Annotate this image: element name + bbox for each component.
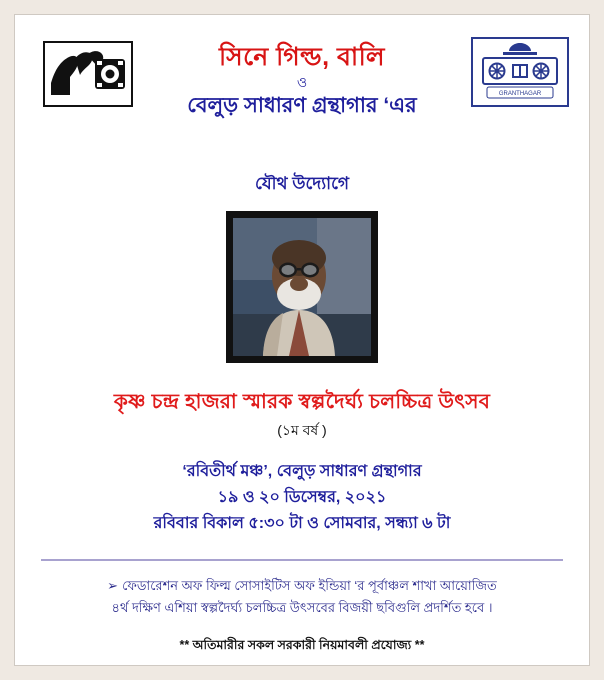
venue-times: রবিবার বিকাল ৫:৩০ টা ও সোমবার, সন্ধ্যা ৬ টা: [153, 515, 451, 532]
festival-edition: (১ম বর্ষ ): [277, 422, 327, 438]
organizers-block: [145, 41, 459, 121]
note-line-1-wrapper: [43, 575, 561, 597]
organizer-primary: সিনে গিল্ড, বালি: [219, 43, 385, 71]
venue-dates: ১৯ ও ২০ ডিসেম্বর, ২০২১: [217, 489, 387, 506]
note-line-2: ৪র্থ দক্ষিণ এশিয়া স্বল্পদৈর্ঘ্য চলচ্চিত্র উৎসবের বিজয়ী ছবিগুলি প্রদর্শিত হবে ।: [111, 600, 493, 615]
hand-film-logo-icon: [43, 41, 133, 107]
festival-title: কৃষ্ণ চন্দ্র হাজরা স্মারক স্বল্পদৈর্ঘ্য চলচ্চিত্র উৎসব: [113, 391, 491, 413]
poster-card: [14, 14, 590, 666]
notes-block: [43, 575, 561, 619]
venue-place: ‘রবিতীর্থ মঞ্চ’, বেলুড় সাধারণ গ্রন্থাগার: [182, 463, 422, 480]
svg-text:GRANTHAGAR: GRANTHAGAR: [498, 91, 542, 97]
arrow-bullet-icon: ➢: [107, 578, 119, 593]
venue-block: [15, 459, 589, 537]
memorial-portrait: [226, 211, 378, 363]
covid-notice: ** অতিমারীর সকল সরকারী নিয়মাবলী প্রযোজ্য **: [179, 638, 425, 652]
organizer-secondary: বেলুড় সাধারণ গ্রন্থাগার ‘এর: [187, 94, 417, 117]
section-divider: [41, 559, 563, 561]
conjunction-text: ও: [296, 74, 308, 90]
note-line-1: ফেডারেশন অফ ফিল্ম সোসাইটিস অফ ইন্ডিয়া ‘র পূর্বাঞ্চল শাখা আয়োজিত: [122, 578, 497, 593]
library-emblem-logo-icon: [471, 37, 569, 107]
poster-header: [15, 15, 589, 165]
joint-initiative-text: যৌথ উদ্যোগে: [254, 174, 350, 193]
